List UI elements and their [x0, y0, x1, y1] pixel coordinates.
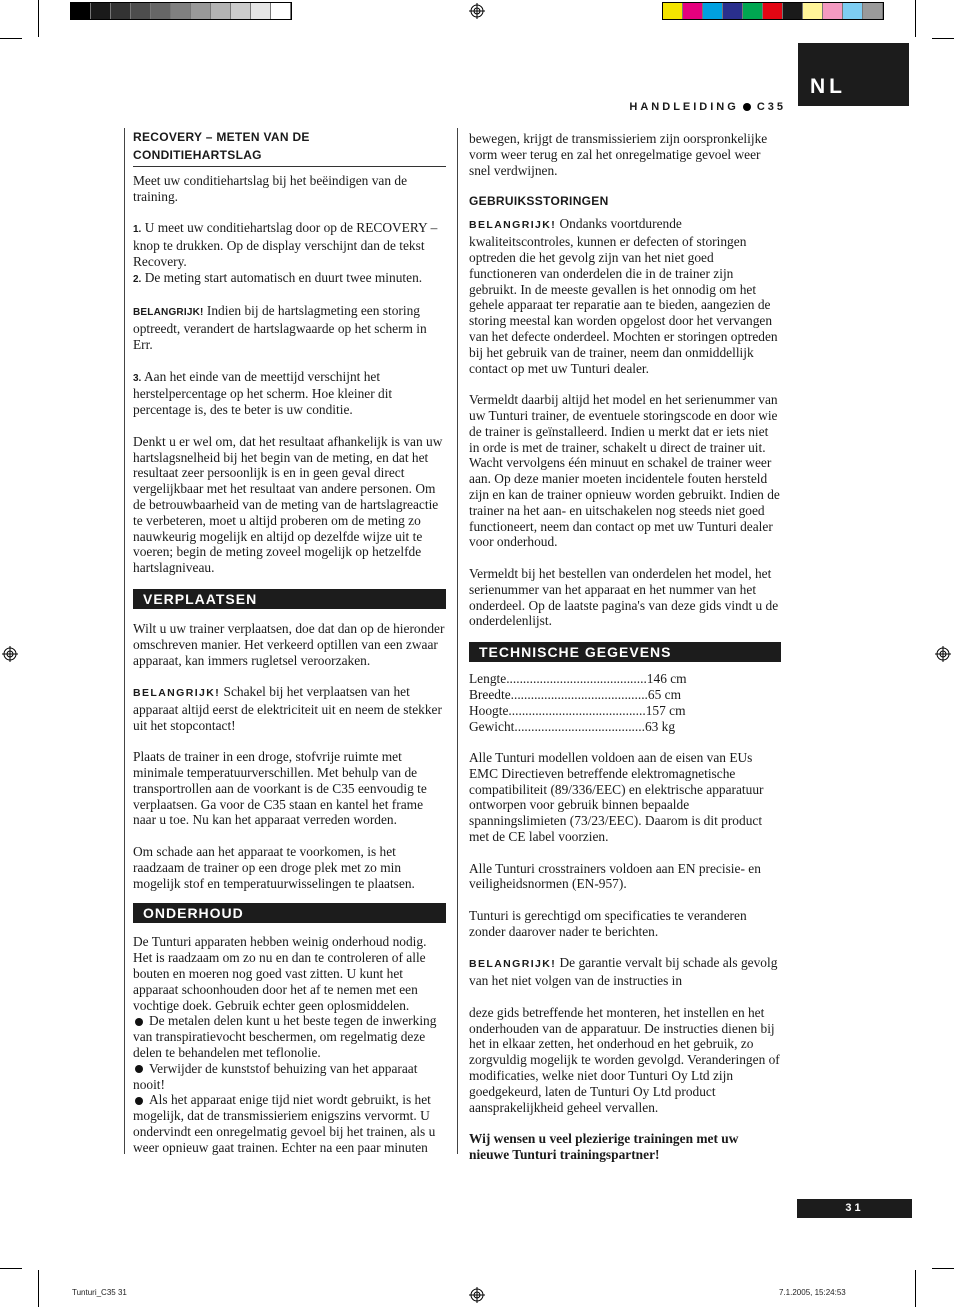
bullet-icon	[743, 103, 751, 111]
tech-paragraph-3: Tunturi is gerechtigd om specificaties te veranderen zonder daarover nader te berichten.	[469, 908, 747, 939]
section-heading-maintenance: ONDERHOUD	[133, 903, 446, 923]
step-3	[133, 369, 446, 418]
important-text: Indien bij de hartslagmeting een storing optreedt, verandert de hartslagwaarde op het scherm in Err.	[133, 303, 427, 352]
bullet-text: De metalen delen kunt u het beste tegen de inwerking van transpiratievocht beschermen, om regelmatig deze delen te behandelen met teflonolie.	[133, 1013, 437, 1061]
important-text: Schakel bij het verplaatsen van het apparaat altijd eerst de elektriciteit uit en neem de stekker uit het stopcontact!	[133, 684, 442, 733]
crop-mark	[932, 1268, 954, 1269]
color-swatch	[271, 3, 291, 19]
bullet-text: Verwijder de kunststof behuizing van het apparaat nooit!	[133, 1060, 418, 1092]
step-text: U meet uw conditiehartslag door op de RECOVERY –knop te drukken. Op de display verschijnt dan de tekst Recovery.	[133, 220, 438, 269]
important-text: Ondanks voortdurende kwaliteitscontroles, kunnen er defecten of storingen optreden die het gevolg zijn van het niet goed functioneren van onderdelen die in de trainer zijn gebruikt. In de meeste gevallen is het onnodig om het gehele apparaat ter reparatie aan te bieden, aangezien de storing meestal kan worden opgelost door het vervangen van het defecte onderdeel. Mochten er storingen optreden bij het gebruik van de trainer, neem dan onmiddellijk contact op met uw Tunturi dealer.	[469, 216, 778, 376]
color-swatch	[703, 3, 723, 19]
slug-right: 7.1.2005, 15:24:53	[779, 1288, 846, 1297]
section-heading-moving: VERPLAATSEN	[133, 589, 446, 609]
right-column	[469, 131, 781, 1179]
color-swatch	[151, 3, 171, 19]
step-number: 2.	[133, 273, 142, 285]
maintenance-bullet	[133, 1092, 446, 1155]
running-head-right: C35	[756, 101, 786, 113]
spec-row	[469, 719, 781, 735]
color-swatch	[783, 3, 803, 19]
language-tab: NL	[798, 43, 909, 106]
color-swatch	[171, 3, 191, 19]
step-number: 1.	[133, 224, 142, 236]
color-swatch	[251, 3, 271, 19]
important-note	[469, 955, 781, 989]
grayscale-calibration-bar	[70, 2, 292, 20]
color-swatch	[71, 3, 91, 19]
crop-mark	[38, 1270, 39, 1307]
tech-paragraph-1: Alle Tunturi modellen voldoen aan de eisen van EUs EMC Directieven betreffende elektromagnetische compatibiliteit (89/336/EEC) en elektrische apparatuur ontworpen voor gebruik binnen bepaalde spanningslimieten (73/23/EEC). Daarom is dit product met de CE label voorzien.	[469, 750, 764, 845]
spec-label: Hoogte	[469, 702, 509, 718]
maintenance-paragraph: De Tunturi apparaten hebben weinig onderhoud nodig. Het is raadzaam om zo nu en dan te controleren of alle bouten en moeren nog goed vast zitten. U kunt het apparaat schoonhouden door het af te nemen met een vochtige doek. Gebruik echter geen oplosmiddelen.	[133, 934, 427, 1013]
important-note	[133, 684, 446, 733]
color-swatch	[131, 3, 151, 19]
recovery-heading	[133, 128, 446, 167]
tech-paragraph-2: Alle Tunturi crosstrainers voldoen aan EN precisie- en veiligheidsnormen (EN-957).	[469, 860, 761, 892]
slug-left: Tunturi_C35 31	[72, 1288, 127, 1297]
spec-label: Gewicht	[469, 718, 515, 734]
faults-heading: GEBRUIKSSTORINGEN	[469, 194, 609, 209]
faults-paragraph-3: Vermeldt bij het bestellen van onderdelen het model, het serienummer van het apparaat en het nummer van het onderdeel. Op de laatste pagina's van deze gids vindt u de onderdelenlijst.	[469, 565, 779, 629]
registration-mark-icon	[469, 3, 485, 19]
color-swatch	[863, 3, 883, 19]
step-1	[133, 220, 446, 269]
spec-row	[469, 703, 781, 719]
registration-mark-icon	[2, 646, 18, 662]
color-swatch	[663, 3, 683, 19]
recovery-note: Denkt u er wel om, dat het resultaat afhankelijk is van uw hartslagsnelheid bij het begin van de meting, en dat het resultaat zeer persoonlijk is en in geen geval direct vergelijkbaar met het resultaat van andere personen. Om de betrouwbaarheid van de meting van de hartslagreactie te verbeteren, moet u altijd proberen om de meting zo nauwkeurig mogelijk en altijd op dezelfde wijze uit te voeren; begin de meting zoveel mogelijk op hetzelfde hartslagniveau.	[133, 433, 443, 576]
spec-dots: .......................................	[514, 718, 645, 734]
maintenance-bullet	[133, 1013, 446, 1060]
color-calibration-bar	[662, 2, 884, 20]
spec-list	[469, 671, 781, 734]
color-swatch	[211, 3, 231, 19]
important-tag: BELANGRIJK!	[133, 687, 221, 700]
running-head-left: HANDLEIDING	[629, 101, 739, 113]
crop-mark	[0, 1268, 22, 1269]
color-swatch	[111, 3, 131, 19]
important-tag: BELANGRIJK!	[469, 219, 557, 232]
spec-value: 146 cm	[646, 671, 687, 687]
spec-dots: .........................................	[510, 686, 648, 702]
color-swatch	[803, 3, 823, 19]
faults-paragraph-2: Vermeldt daarbij altijd het model en het serienummer van uw Tunturi trainer, de eventuele storingscode en door wie de trainer is geïnstalleerd. Indien u merkt dat er iets niet in orde is met de trainer, schakelt u direct de trainer uit. Wacht vervolgens één minuut en schakel de trainer weer aan. Op deze manier moeten incidentele fouten hersteld zijn en kan de trainer opnieuw worden gebruikt. Indien de trainer na het aan- en uitschakelen nog steeds niet goed functioneert, neem dan contact op met uw Tunturi dealer voor onderhoud.	[469, 392, 780, 550]
recovery-heading-line-2: CONDITIEHARTSLAG	[133, 148, 262, 162]
important-tag: BELANGRIJK!	[469, 958, 557, 971]
important-note	[469, 216, 781, 376]
registration-mark-icon	[469, 1287, 485, 1303]
moving-paragraph-3: Om schade aan het apparaat te voorkomen, is het raadzaam de trainer op een droge plek met zo min mogelijk stof en temperatuurwisselingen te plaatsen.	[133, 844, 415, 891]
spec-value: 63 kg	[644, 718, 676, 734]
spec-value: 65 cm	[647, 686, 682, 702]
step-text: Aan het einde van de meettijd verschijnt het herstelpercentage op het scherm. Hoe kleiner dit percentage is, des te beter is uw conditie.	[133, 368, 393, 418]
spec-label: Lengte	[469, 671, 507, 687]
color-swatch	[191, 3, 211, 19]
bullet-icon	[135, 1097, 143, 1105]
page-number: 31	[797, 1199, 912, 1218]
recovery-intro: Meet uw conditiehartslag bij het beëindigen van de training.	[133, 173, 408, 204]
crop-mark	[932, 38, 954, 39]
section-heading-technical: TECHNISCHE GEGEVENS	[469, 642, 781, 662]
recovery-heading-line-1: RECOVERY – METEN VAN DE	[133, 130, 310, 144]
color-swatch	[683, 3, 703, 19]
crop-mark	[915, 1270, 916, 1307]
important-text: De garantie vervalt bij schade als gevolg van het niet volgen van de instructies in	[469, 955, 778, 989]
spec-row	[469, 687, 781, 703]
color-swatch	[843, 3, 863, 19]
step-text: De meting start automatisch en duurt twee minuten.	[144, 269, 423, 285]
column-rule	[457, 128, 458, 1154]
important-note	[133, 303, 446, 352]
crop-mark	[0, 38, 22, 39]
moving-paragraph-2: Plaats de trainer in een droge, stofvrije ruimte met minimale temperatuurverschillen. Met behulp van de transportrollen aan de voorkant is de C35 eenvoudig te verplaatsen. Ga voor de C35 staan en kantel het frame naar u toe. Nu kan het apparaat verreden worden.	[133, 749, 427, 828]
tech-paragraph-4: deze gids betreffende het monteren, het instellen en het onderhouden van de apparatuur. De instructies dienen bij het in elkaar zetten, het onderhoud en het gebruik, zo zorgvuldig mogelijk te worden gevolgd. Veranderingen of modificaties, welke niet door Tunturi Oy Ltd zijn goedgekeurd, laten de Tunturi Oy Ltd product aansprakelijkheid geheel vervallen.	[469, 1004, 780, 1115]
color-swatch	[763, 3, 783, 19]
color-swatch	[723, 3, 743, 19]
spec-row	[469, 671, 781, 687]
left-column	[133, 128, 446, 1156]
crop-mark	[915, 0, 916, 37]
continued-paragraph: bewegen, krijgt de transmissieriem zijn oorspronkelijke vorm weer terug en zal het onregelmatige gevoel weer snel verdwijnen.	[469, 131, 768, 178]
step-number: 3.	[133, 372, 142, 384]
color-swatch	[91, 3, 111, 19]
spec-value: 157 cm	[645, 702, 686, 718]
bullet-icon	[135, 1065, 143, 1073]
spec-label: Breedte	[469, 686, 511, 702]
step-2	[133, 270, 446, 288]
spec-dots: .........................................	[508, 702, 646, 718]
spec-dots: ..........................................	[506, 671, 647, 687]
bullet-text: Als het apparaat enige tijd niet wordt gebruikt, is het mogelijk, dat de transmissieriem enigszins vervormt. U ondervindt een onregelmatig gevoel bij het trainen, als u weer opnieuw gaat trainen. Echter na een paar minuten	[133, 1092, 436, 1155]
registration-mark-icon	[935, 646, 951, 662]
running-head	[560, 101, 786, 113]
maintenance-bullet	[133, 1061, 446, 1093]
moving-paragraph-1: Wilt u uw trainer verplaatsen, doe dat dan op de hieronder omschreven manier. Het verkeerd optillen van een zwaar apparaat, kan immers rugletsel veroorzaken.	[133, 620, 445, 668]
column-rule	[124, 128, 125, 1154]
crop-mark	[38, 0, 39, 37]
closing-line: Wij wensen u veel plezierige trainingen met uw nieuwe Tunturi trainingspartner!	[469, 1131, 739, 1163]
color-swatch	[823, 3, 843, 19]
color-swatch	[743, 3, 763, 19]
color-swatch	[231, 3, 251, 19]
bullet-icon	[135, 1018, 143, 1026]
important-tag: BELANGRIJK!	[133, 307, 204, 319]
